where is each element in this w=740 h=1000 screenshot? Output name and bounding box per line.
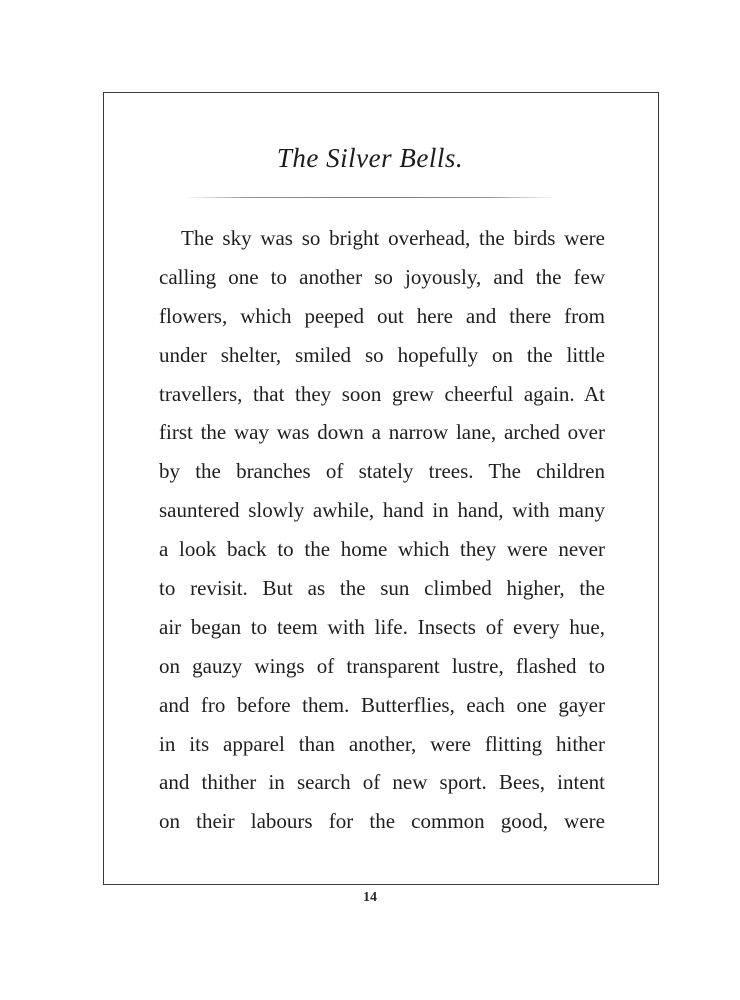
text-line: a look back to the home which they were never — [159, 537, 605, 562]
text-line: first the way was down a narrow lane, arched over — [159, 420, 605, 445]
text-line: and fro before them. Butterflies, each one gayer — [159, 692, 605, 717]
text-line: on gauzy wings of transparent lustre, flashed to — [159, 653, 605, 678]
text-line: under shelter, smiled so hopefully on the little — [159, 342, 605, 367]
text-line: sauntered slowly awhile, hand in hand, with many — [159, 498, 605, 523]
body-paragraph — [159, 219, 605, 841]
text-line: to revisit. But as the sun climbed higher, the — [159, 576, 605, 601]
text-line: calling one to another so joyously, and the few — [159, 264, 605, 289]
text-line: flowers, which peeped out here and there from — [159, 303, 605, 328]
chapter-title: The Silver Bells. — [276, 143, 464, 173]
text-line: and thither in search of new sport. Bees, intent — [159, 770, 605, 795]
text-line: on their labours for the common good, were — [159, 809, 605, 834]
text-line: travellers, that they soon grew cheerful again. At — [159, 381, 605, 406]
title-divider — [184, 197, 556, 198]
text-line: by the branches of stately trees. The children — [159, 459, 605, 484]
text-line: air began to teem with life. Insects of every hue, — [159, 614, 605, 639]
page-number: 14 — [363, 890, 377, 905]
text-line: in its apparel than another, were flitting hither — [159, 731, 605, 756]
text-line: The sky was so bright overhead, the birds were — [181, 226, 605, 250]
